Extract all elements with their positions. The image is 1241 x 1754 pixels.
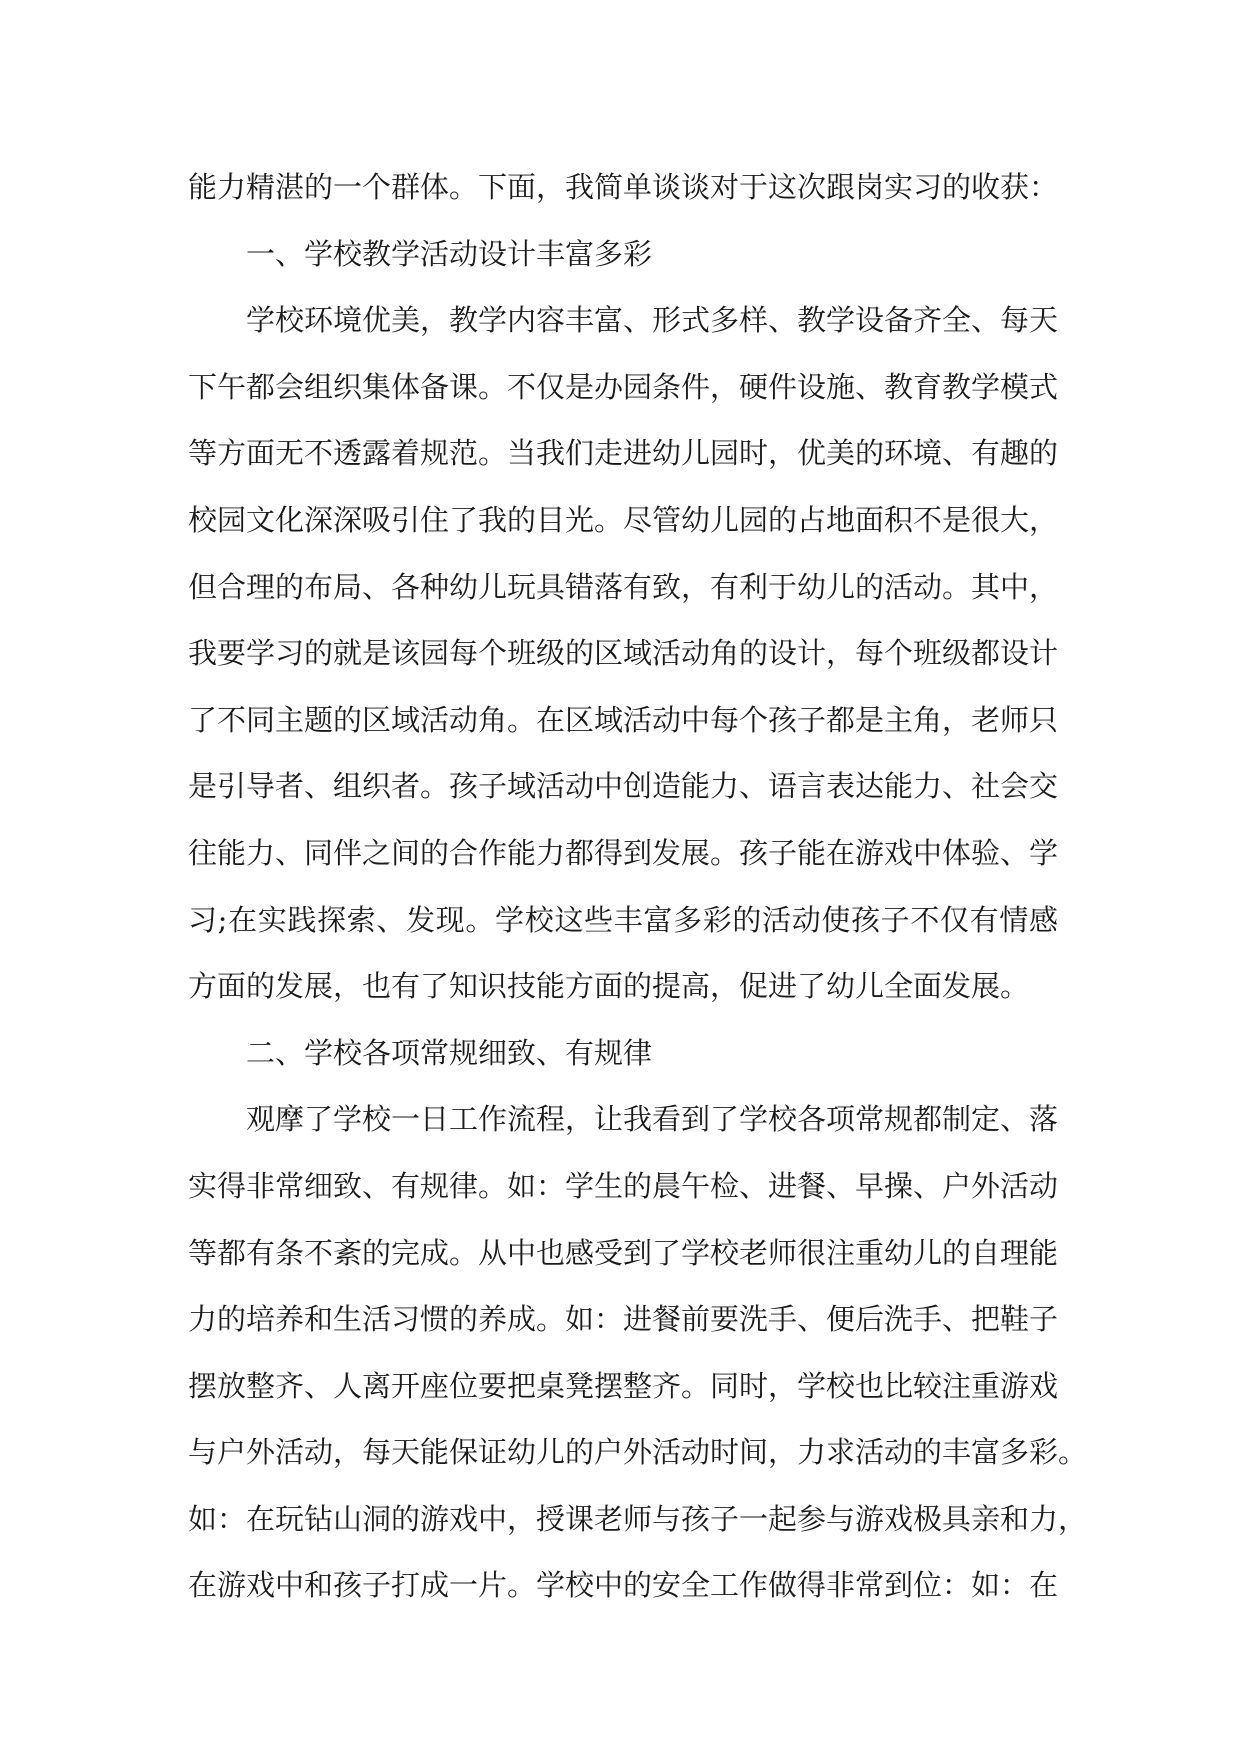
text-line: 在游戏中和孩子打成一片。学校中的安全工作做得非常到位：如：在 (188, 1568, 1059, 1603)
text-line: 习;在实践探索、发现。学校这些丰富多彩的活动使孩子不仅有情感 (188, 902, 1058, 937)
text-line: 下午都会组织集体备课。不仅是办园条件，硬件设施、教育教学模式 (188, 369, 1059, 404)
text-line: 观摩了学校一日工作流程，让我看到了学校各项常规都制定、落 (246, 1102, 1059, 1137)
text-line: 方面的发展，也有了知识技能方面的提高，促进了幼儿全面发展。 (188, 969, 1030, 1004)
text-line: 我要学习的就是该园每个班级的区域活动角的设计，每个班级都设计 (188, 636, 1059, 671)
text-line: 实得非常细致、有规律。如：学生的晨午检、进餐、早操、户外活动 (188, 1168, 1059, 1203)
text-line: 但合理的布局、各种幼儿玩具错落有致，有利于幼儿的活动。其中， (188, 569, 1059, 604)
text-line: 力的培养和生活习惯的养成。如：进餐前要洗手、便后洗手、把鞋子 (188, 1302, 1059, 1337)
text-line: 等都有条不紊的完成。从中也感受到了学校老师很注重幼儿的自理能 (188, 1235, 1059, 1270)
section-heading: 二、学校各项常规细致、有规律 (246, 1035, 653, 1070)
text-line: 摆放整齐、人离开座位要把桌凳摆整齐。同时，学校也比较注重游戏 (188, 1368, 1059, 1403)
text-line: 校园文化深深吸引住了我的目光。尽管幼儿园的占地面积不是很大， (188, 502, 1059, 537)
text-line: 了不同主题的区域活动角。在区域活动中每个孩子都是主角，老师只 (188, 702, 1059, 737)
text-line: 如：在玩钻山洞的游戏中，授课老师与孩子一起参与游戏极具亲和力， (188, 1501, 1088, 1536)
text-line: 等方面无不透露着规范。当我们走进幼儿园时，优美的环境、有趣的 (188, 436, 1059, 471)
document-body (188, 154, 1088, 1619)
text-line: 与户外活动，每天能保证幼儿的户外活动时间，力求活动的丰富多彩。 (188, 1435, 1088, 1470)
text-line: 是引导者、组织者。孩子域活动中创造能力、语言表达能力、社会交 (188, 769, 1059, 804)
text-line: 能力精湛的一个群体。下面，我简单谈谈对于这次跟岗实习的收获： (188, 170, 1059, 204)
section-heading: 一、学校教学活动设计丰富多彩 (246, 236, 653, 271)
text-line: 学校环境优美，教学内容丰富、形式多样、教学设备齐全、每天 (246, 303, 1059, 338)
text-line: 往能力、同伴之间的合作能力都得到发展。孩子能在游戏中体验、学 (188, 835, 1059, 870)
